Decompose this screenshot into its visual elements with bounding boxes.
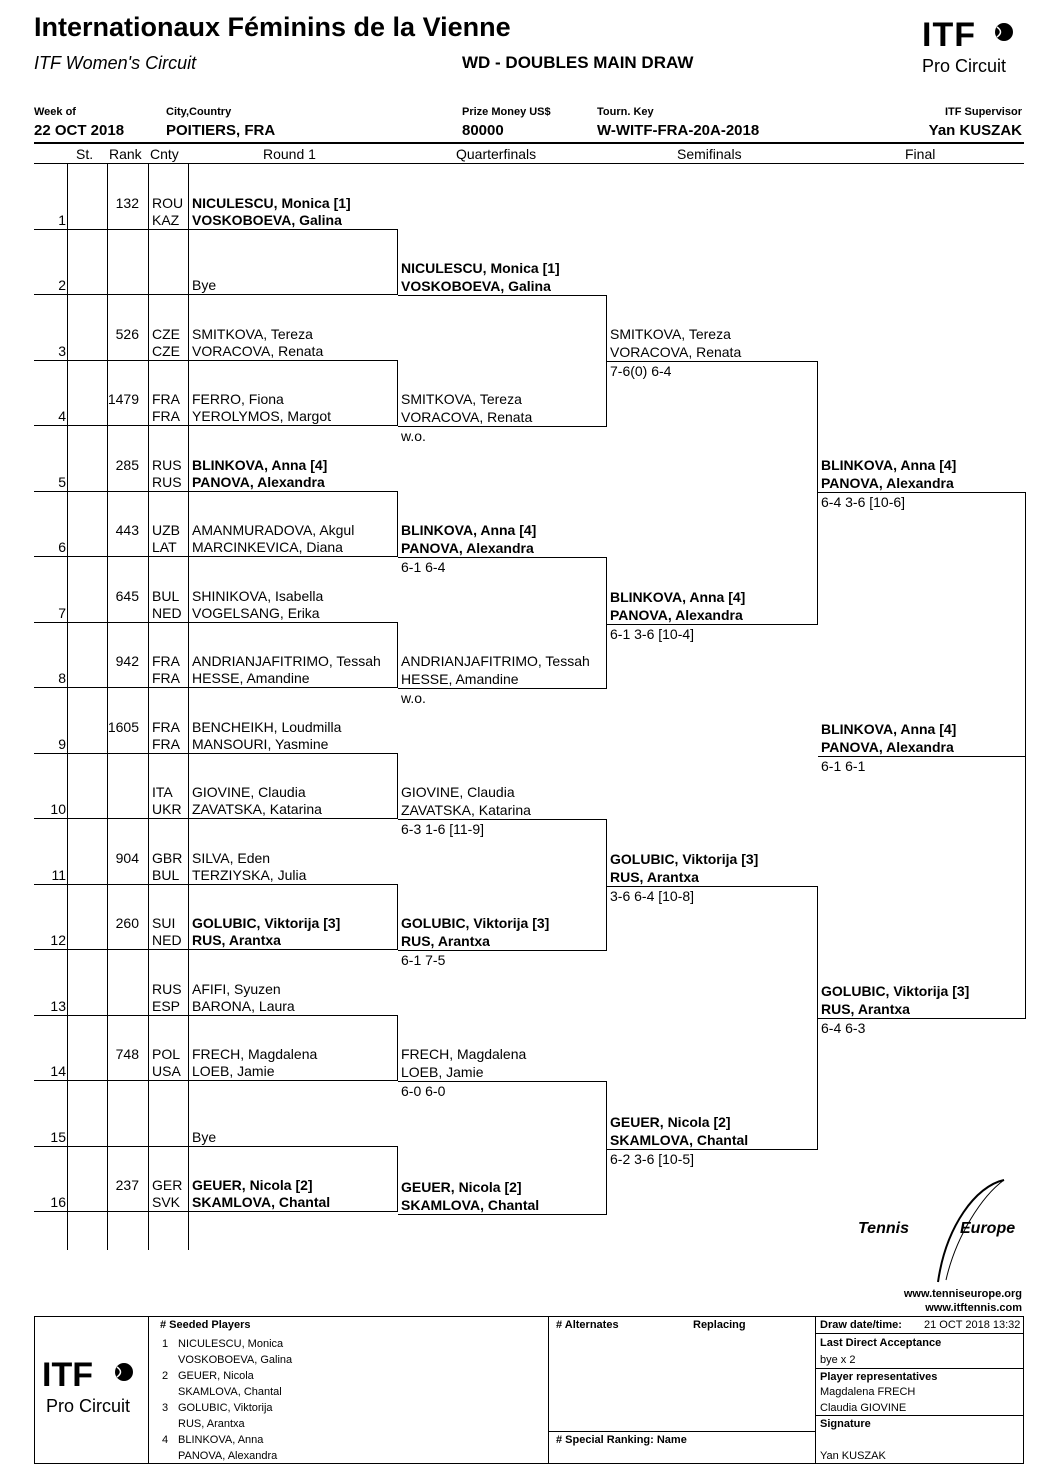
final-connector [1025, 492, 1026, 1018]
country-code: RUS [152, 474, 182, 490]
entry-row-rule [34, 1146, 188, 1147]
seed-number: 4 [162, 1434, 169, 1446]
entry-line [188, 949, 398, 950]
player-name[interactable]: BLINKOVA, Anna [4] [192, 457, 328, 473]
draw-position: 5 [58, 474, 66, 490]
signature-label: Signature [820, 1418, 871, 1430]
alternates-header: # Alternates [556, 1319, 619, 1331]
draw-position: 4 [58, 408, 66, 424]
player-name[interactable]: TERZIYSKA, Julia [192, 867, 307, 883]
entry-line [188, 1080, 398, 1081]
winner-name: BLINKOVA, Anna [4] [821, 721, 957, 737]
qf-player-name[interactable]: GOLUBIC, Viktorija [3] [401, 915, 550, 931]
player-name[interactable]: FRECH, Magdalena [192, 1046, 318, 1062]
sf-score: 3-6 6-4 [10-8] [610, 888, 695, 904]
player-name[interactable]: SKAMLOVA, Chantal [192, 1194, 331, 1210]
prize-value: 80000 [462, 122, 504, 139]
grid-line-st [67, 163, 68, 1250]
player-rank: 526 [115, 326, 139, 342]
footer-divider-3 [815, 1316, 816, 1464]
special-ranking-rule [548, 1431, 815, 1432]
final-player-name[interactable]: BLINKOVA, Anna [4] [821, 457, 957, 473]
round1-connector [397, 884, 398, 949]
sf-player-name[interactable]: RUS, Arantxa [610, 869, 699, 885]
round1-connector [397, 360, 398, 425]
seed-player: GEUER, Nicola [178, 1370, 254, 1382]
player-name[interactable]: SMITKOVA, Tereza [192, 326, 313, 342]
country-code: KAZ [152, 212, 180, 228]
col-semifinals: Semifinals [677, 146, 742, 162]
entry-line [188, 294, 398, 295]
country-code: ESP [152, 998, 181, 1014]
draw-date-label: Draw date/time: [820, 1319, 902, 1331]
player-name[interactable]: BENCHEIKH, Loudmilla [192, 719, 342, 735]
draw-position: 11 [51, 867, 66, 883]
rep-1: Magdalena FRECH [820, 1386, 916, 1398]
player-rank: 260 [115, 915, 139, 931]
country-code: RUS [152, 981, 182, 997]
player-name[interactable]: Bye [192, 277, 217, 293]
qf-line [398, 688, 607, 689]
seeded-header: # Seeded Players [160, 1319, 251, 1331]
col-st: St. [76, 146, 94, 162]
country-code: FRA [152, 670, 180, 686]
country-code: SUI [152, 915, 176, 931]
qf-line [398, 1214, 607, 1215]
entry-row-rule [34, 491, 188, 492]
draw-position: 15 [50, 1129, 66, 1145]
qf-line [398, 295, 607, 296]
qf-score: w.o. [401, 428, 426, 444]
footer-divider-2 [548, 1316, 549, 1464]
country-code: BUL [152, 588, 180, 604]
player-name[interactable]: MANSOURI, Yasmine [192, 736, 329, 752]
draw-type: WD - DOUBLES MAIN DRAW [462, 53, 694, 72]
country-code: FRA [152, 736, 180, 752]
grid-line-rank [107, 163, 108, 1250]
entry-row-rule [34, 1015, 188, 1016]
supervisor-label: ITF Supervisor [944, 106, 1022, 118]
qf-player-name[interactable]: VORACOVA, Renata [401, 409, 533, 425]
country-code: FRA [152, 408, 180, 424]
player-rank: 748 [115, 1046, 139, 1062]
qf-score: 6-1 7-5 [401, 952, 446, 968]
signature-value: Yan KUSZAK [820, 1450, 886, 1462]
seed-number: 1 [162, 1338, 169, 1350]
entry-row-rule [34, 1211, 188, 1212]
draw-position: 3 [58, 343, 66, 359]
qf-player-name[interactable]: GEUER, Nicola [2] [401, 1179, 522, 1195]
player-rank: 1479 [107, 391, 139, 407]
entry-row-rule [34, 622, 188, 623]
country-code: CZE [152, 326, 180, 342]
tennis-europe-left: Tennis [858, 1220, 909, 1237]
player-name[interactable]: VOGELSANG, Erika [192, 605, 320, 621]
qf-player-name[interactable]: ANDRIANJAFITRIMO, Tessah [401, 653, 590, 669]
qf-score: w.o. [401, 690, 426, 706]
country-code: UZB [152, 522, 180, 538]
special-ranking-header: # Special Ranking: Name [556, 1434, 687, 1446]
seed-number: 2 [162, 1370, 169, 1382]
country-code: CZE [152, 343, 180, 359]
entry-line [188, 687, 398, 688]
qf-player-name[interactable]: BLINKOVA, Anna [4] [401, 522, 537, 538]
qf-player-name[interactable]: VOSKOBOEVA, Galina [401, 278, 551, 294]
draw-position: 6 [58, 539, 66, 555]
country-code: FRA [152, 653, 180, 669]
rep-2: Claudia GIOVINE [820, 1402, 907, 1414]
col-final: Final [905, 146, 936, 162]
sf-player-name[interactable]: SMITKOVA, Tereza [610, 326, 731, 342]
draw-position: 7 [58, 605, 66, 621]
round1-connector [397, 622, 398, 687]
country-code: RUS [152, 457, 182, 473]
round1-connector [397, 1015, 398, 1080]
entry-row-rule [34, 229, 188, 230]
entry-line [188, 1015, 398, 1016]
round1-connector [397, 753, 398, 818]
country-code: UKR [152, 801, 182, 817]
footer-rule-2 [815, 1368, 1024, 1369]
draw-position: 14 [50, 1063, 66, 1079]
final-player-name[interactable]: PANOVA, Alexandra [821, 475, 954, 491]
country-code: GER [152, 1177, 183, 1193]
qf-player-name[interactable]: FRECH, Magdalena [401, 1046, 527, 1062]
entry-line [188, 425, 398, 426]
supervisor-value: Yan KUSZAK [928, 122, 1022, 139]
key-value: W-WITF-FRA-20A-2018 [597, 122, 760, 139]
entry-line [188, 229, 398, 230]
tennis-europe-right: Europe [960, 1220, 1016, 1237]
grid-line-name [188, 163, 189, 1250]
country-code: NED [152, 605, 182, 621]
qf-player-name[interactable]: HESSE, Amandine [401, 671, 519, 687]
city-value: POITIERS, FRA [166, 122, 276, 139]
player-name[interactable]: FERRO, Fiona [192, 391, 284, 407]
sf-player-name[interactable]: PANOVA, Alexandra [610, 607, 743, 623]
sf-score: 6-1 3-6 [10-4] [610, 626, 695, 642]
seed-number: 3 [162, 1402, 169, 1414]
player-rank: 132 [115, 195, 139, 211]
itf-logo-top [916, 10, 1026, 80]
sf-score: 6-2 3-6 [10-5] [610, 1151, 695, 1167]
entry-row-rule [34, 753, 188, 754]
entry-line [188, 556, 398, 557]
seed-player: GOLUBIC, Viktorija [178, 1402, 273, 1414]
entry-line [188, 818, 398, 819]
footer-rule-1 [815, 1333, 1024, 1334]
city-label: City,Country [166, 106, 232, 118]
draw-position: 1 [58, 212, 66, 228]
tennis-ball-icon [114, 1362, 134, 1382]
header-rule [34, 142, 1024, 144]
seed-player: BLINKOVA, Anna [178, 1434, 264, 1446]
page-subtitle: ITF Women's Circuit [34, 53, 197, 73]
player-name[interactable]: ZAVATSKA, Katarina [192, 801, 322, 817]
final-score: 6-4 3-6 [10-6] [821, 494, 906, 510]
country-code: FRA [152, 391, 180, 407]
player-rank: 645 [115, 588, 139, 604]
entry-row-rule [34, 1080, 188, 1081]
sf-player-name[interactable]: GEUER, Nicola [2] [610, 1114, 731, 1130]
url-tenniseurope[interactable]: www.tenniseurope.org [903, 1288, 1022, 1300]
country-code: ROU [152, 195, 184, 211]
entry-line [188, 1211, 398, 1212]
entry-row-rule [34, 425, 188, 426]
itf-logo-text: ITF [922, 16, 976, 54]
draw-position: 12 [50, 932, 66, 948]
entry-line [188, 491, 398, 492]
seed-player: SKAMLOVA, Chantal [178, 1386, 282, 1398]
player-name[interactable]: PANOVA, Alexandra [192, 474, 325, 490]
entry-line [188, 360, 398, 361]
country-code: NED [152, 932, 182, 948]
round1-connector [397, 229, 398, 294]
player-rank: 285 [115, 457, 139, 473]
seed-player: VOSKOBOEVA, Galina [178, 1354, 293, 1366]
country-code: ITA [152, 784, 173, 800]
country-code: GBR [152, 850, 183, 866]
sf-player-name[interactable]: SKAMLOVA, Chantal [610, 1132, 749, 1148]
lda-value: bye x 2 [820, 1354, 856, 1366]
week-label: Week of [34, 106, 76, 118]
player-rank: 237 [115, 1177, 139, 1193]
footer-divider-1 [148, 1316, 149, 1464]
player-name[interactable]: LOEB, Jamie [192, 1063, 275, 1079]
qf-score: 6-3 1-6 [11-9] [401, 821, 485, 837]
entry-row-rule [34, 687, 188, 688]
qf-connector [606, 557, 607, 688]
player-name[interactable]: RUS, Arantxa [192, 932, 281, 948]
player-name[interactable]: VOSKOBOEVA, Galina [192, 212, 342, 228]
col-round1: Round 1 [263, 146, 316, 162]
player-rank: 904 [115, 850, 139, 866]
prize-label: Prize Money US$ [462, 106, 551, 118]
entry-row-rule [34, 556, 188, 557]
country-code: FRA [152, 719, 180, 735]
final-player-name[interactable]: GOLUBIC, Viktorija [3] [821, 983, 970, 999]
col-cnty: Cnty [150, 146, 179, 162]
country-code: POL [152, 1046, 181, 1062]
footer-rule-3 [815, 1415, 1024, 1416]
url-itftennis[interactable]: www.itftennis.com [925, 1302, 1022, 1314]
draw-position: 16 [50, 1194, 66, 1210]
entry-line [188, 622, 398, 623]
round1-connector [397, 1146, 398, 1211]
player-name[interactable]: YEROLYMOS, Margot [192, 408, 332, 424]
country-code: USA [152, 1063, 181, 1079]
entry-line [188, 753, 398, 754]
page-title: Internationaux Féminins de la Vienne [34, 12, 511, 42]
qf-player-name[interactable]: NICULESCU, Monica [1] [401, 260, 560, 276]
column-header-rule [34, 163, 1024, 164]
final-score: 6-4 6-3 [821, 1020, 866, 1036]
sf-score: 7-6(0) 6-4 [610, 363, 672, 379]
tennis-ball-icon [994, 22, 1014, 42]
seed-player: RUS, Arantxa [178, 1418, 245, 1430]
player-name[interactable]: VORACOVA, Renata [192, 343, 324, 359]
player-rank: 942 [115, 653, 139, 669]
draw-position: 9 [58, 736, 66, 752]
entry-row-rule [34, 360, 188, 361]
qf-player-name[interactable]: LOEB, Jamie [401, 1064, 484, 1080]
col-rank: Rank [109, 146, 142, 162]
sf-player-name[interactable]: VORACOVA, Renata [610, 344, 742, 360]
qf-player-name[interactable]: SKAMLOVA, Chantal [401, 1197, 540, 1213]
seed-player: PANOVA, Alexandra [178, 1450, 278, 1462]
sf-player-name[interactable]: BLINKOVA, Anna [4] [610, 589, 746, 605]
entry-row-rule [34, 949, 188, 950]
player-name[interactable]: BARONA, Laura [192, 998, 295, 1014]
player-name[interactable]: AFIFI, Syuzen [192, 981, 281, 997]
country-code: BUL [152, 867, 180, 883]
player-rank: 443 [115, 522, 139, 538]
country-code: LAT [152, 539, 177, 555]
player-name[interactable]: Bye [192, 1129, 217, 1145]
winner-name: PANOVA, Alexandra [821, 739, 954, 755]
qf-player-name[interactable]: GIOVINE, Claudia [401, 784, 515, 800]
itf-logo-bottom-sub: Pro Circuit [46, 1396, 131, 1416]
lda-label: Last Direct Acceptance [820, 1337, 942, 1349]
draw-date-value: 21 OCT 2018 13:32 [924, 1319, 1021, 1331]
replacing-header: Replacing [693, 1319, 746, 1331]
player-name[interactable]: MARCINKEVICA, Diana [192, 539, 343, 555]
player-name[interactable]: AMANMURADOVA, Akgul [192, 522, 355, 538]
qf-connector [606, 1081, 607, 1214]
winner-score: 6-1 6-1 [821, 758, 866, 774]
player-name[interactable]: HESSE, Amandine [192, 670, 310, 686]
grid-line-cnty [148, 163, 149, 1250]
draw-position: 2 [58, 277, 66, 293]
country-code: SVK [152, 1194, 181, 1210]
player-name[interactable]: SILVA, Eden [192, 850, 271, 866]
col-quarterfinals: Quarterfinals [456, 146, 537, 162]
draw-position: 8 [58, 670, 66, 686]
entry-row-rule [34, 818, 188, 819]
qf-player-name[interactable]: SMITKOVA, Tereza [401, 391, 522, 407]
entry-line [188, 1146, 398, 1147]
qf-score: 6-1 6-4 [401, 559, 446, 575]
tennis-europe-logo [856, 1176, 1026, 1286]
draw-position: 13 [50, 998, 66, 1014]
seed-player: NICULESCU, Monica [178, 1338, 284, 1350]
qf-player-name[interactable]: RUS, Arantxa [401, 933, 490, 949]
qf-score: 6-0 6-0 [401, 1083, 446, 1099]
itf-logo-bottom-text: ITF [42, 1356, 93, 1394]
player-name[interactable]: ANDRIANJAFITRIMO, Tessah [192, 653, 381, 669]
final-player-name[interactable]: RUS, Arantxa [821, 1001, 910, 1017]
entry-row-rule [34, 294, 188, 295]
player-name[interactable]: GOLUBIC, Viktorija [3] [192, 915, 341, 931]
week-value: 22 OCT 2018 [34, 122, 125, 139]
reps-label: Player representatives [820, 1371, 938, 1383]
qf-player-name[interactable]: ZAVATSKA, Katarina [401, 802, 531, 818]
qf-connector [606, 819, 607, 950]
qf-line [398, 426, 607, 427]
player-name[interactable]: GEUER, Nicola [2] [192, 1177, 313, 1193]
key-label: Tourn. Key [597, 106, 654, 118]
round1-connector [397, 491, 398, 556]
entry-line [188, 884, 398, 885]
player-name[interactable]: SHINIKOVA, Isabella [192, 588, 324, 604]
itf-logo-bottom [40, 1356, 140, 1426]
player-rank: 1605 [107, 719, 139, 735]
player-name[interactable]: NICULESCU, Monica [1] [192, 195, 351, 211]
qf-player-name[interactable]: PANOVA, Alexandra [401, 540, 534, 556]
draw-position: 10 [50, 801, 66, 817]
itf-logo-sub: Pro Circuit [922, 56, 1007, 76]
entry-row-rule [34, 884, 188, 885]
player-name[interactable]: GIOVINE, Claudia [192, 784, 306, 800]
sf-player-name[interactable]: GOLUBIC, Viktorija [3] [610, 851, 759, 867]
